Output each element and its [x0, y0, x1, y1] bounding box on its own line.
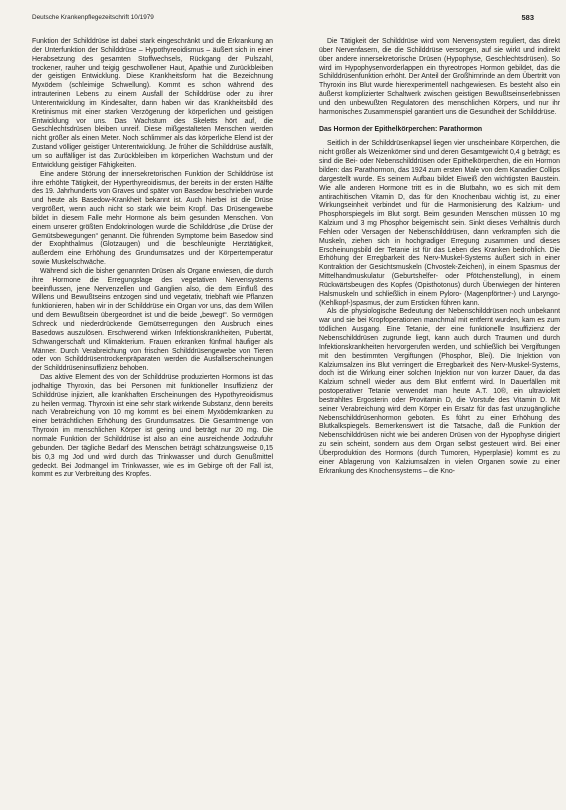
paragraph: Als die physiologische Bedeutung der Nebenschilddrüsen noch unbekannt war und sie bei Kropfoperationen manchmal mit entfernt wurden, kam es zum tödlichen Ausgang. Eine Tetanie, der eine funktionelle Insuffizienz der Nebenschilddrüsen zugrunde liegt, kann auch durch Traumen und durch Infektionskrankheiten hervorgerufen werden, und schließlich bei Vergiftungen mit den bestimmten Vergiftungen (Phosphor, Blei). Die Injektion von Kalziumsalzen ins Blut verringert die Erregbarkeit des Nerv-Muskel-Systems, doch ist die Wirkung einer solchen Injektion nur von kurzer Dauer, da das Kalzium schnell wieder aus dem Blut entfernt wird. In Dauerfällen mit postoperativer Tetanie verwendet man heute A.T. 10®, ein ultraviolett bestrahltes Ergosterin oder Provitamin D, die Vorstufe des Vitamin D. Mit seiner Verabreichung wird dem Körper ein Ersatz für das fast unzugängliche Nebenschilddrüsenhormon geboten. Es führt zu einer Erhöhung des Blutkalkspiegels. Bemerkenswert ist die Tatsache, daß die Funktion der Nebenschilddrüsen nicht wie bei anderen Drüsen von der Hypophyse dirigiert zu sein scheint, sondern aus dem Organ selbst gesteuert wird. Bei einer Überproduktion des Hormons (durch Tumoren, Hyperplasie) kommt es zu einer Ablagerung von Kalziumsalzen in vielen Organen sowie zu einer Erkrankung des Knochensystems – die Kno-: [319, 308, 560, 475]
right-column: [319, 38, 560, 477]
paragraph: Das aktive Element des von der Schilddrüse produzierten Hormons ist das jodhaltige Thyroxin, das bei Personen mit funktioneller Insuffizienz der Schilddrüse injiziert, alle krankhaften Erscheinungen des Hypothyreoidismus zu heilen vermag. Thyroxin ist eine sehr stark wirkende Substanz, denn bereits nach Verabreichung von 10 mg kommt es bei einem Myxödemkranken zu einer beträchtlichen Erhöhung des Grundumsatzes. Die Gesamtmenge von Thyroxin im menschlichen Körper ist gering und beträgt nur 20 mg. Die normale Funktion der Schilddrüse ist also an eine ausreichende Jodzufuhr gebunden. Der tägliche Bedarf des Menschen beträgt schätzungsweise 0,15 bis 0,3 mg Jod und wird durch das Trinkwasser und durch Genußmittel gedeckt. Bei Jodmangel im Trinkwasser, wie es im Gebirge oft der Fall ist, kommt es zur Verbreitung des Kropfes.: [32, 374, 273, 479]
paragraph: Eine andere Störung der innersekretorischen Funktion der Schilddrüse ist ihre erhöhte Tätigkeit, der Hyperthyreoidismus, der bereits in der ersten Hälfte des 19. Jahrhunderts von Graves und später von Basedow beschrieben wurde und heute als Basedow-Krankheit bekannt ist. Auch hierbei ist die Drüse vergrößert, wenn auch nicht so stark wie beim Kropf. Das Drüsengewebe bildet in diesem Falle mehr Hormone als beim gesunden Menschen. Von einem unserer größten Endokrinologen wurde die Schilddrüse „die Drüse der Gemütsbewegungen“ genannt. Die führenden Symptome beim Basedow sind der Exophthalmus (Glotzaugen) und die beschleunigte Herztätigkeit, außerdem eine Erhöhung des Grundumsatzes und der Körpertemperatur sowie Muskelschwäche.: [32, 170, 273, 267]
page-header: [32, 10, 534, 24]
paragraph: Die Tätigkeit der Schilddrüse wird vom Nervensystem reguliert, das direkt über Nervenfasern, die die Schilddrüse versorgen, auf sie wirkt und indirekt über andere innersekretorische Drüsen (Hypophyse, Geschlechtsdrüsen). So wird im Hypophysenvorderlappen ein thyreotropes Hormon gebildet, das die Schilddrüsenfunktion erhöht. Der Anteil der Großhirnrinde an dem Übertritt von Thyroxin ins Blut wurde hierexperimentell nachgewiesen. Es besteht also ein äußerst komplizierter Schaltwerk zwischen geistigen Bewußtseinserlebnissen und den unbewußten Regulatoren des menschlichen Körpers, und nur ihr harmonisches Zusammenspiel garantiert uns die Gesundheit der Schilddrüse.: [319, 38, 560, 116]
paragraph: Funktion der Schilddrüse ist dabei stark eingeschränkt und die Erkrankung an der Unterfunktion der Schilddrüse – Hypothyreoidismus – äußert sich in einer Herabsetzung des gesamten Stoffwechsels, Rückgang der Pulszahl, trockener, rauher und teigig geschwollener Haut, Apathie und Zurückbleiben der geistigen Entwicklung. Diese Krankheitsform hat die Bezeichnung Myxödem (schleimige Schwellung). Kommt es schon während des intrauterinen Lebens zu einem Ausfall der Schilddrüse oder zu ihrer Unterentwicklung im Kindesalter, dann haben wir das Krankheitsbild des Kretinismus mit einer starken Verzögerung der körperlichen und geistigen Entwicklung vor uns. Das Wachstum des Skeletts hört auf, die Geschlechtsdrüsen bleiben unreif. Diese mißgestalteten Menschen werden nicht größer als einen Meter. Noch schlimmer als das körperliche Elend ist der Zustand völliger geistiger Unterentwicklung. Je früher die Schilddrüse ausfällt, um so auffälliger ist das Zurückbleiben im körperlichen Wachstum und der Entwicklung geistiger Fähigkeiten.: [32, 38, 273, 169]
journal-title: Deutsche Krankenpflegezeitschrift 10/1979: [32, 13, 154, 21]
page-number: 583: [521, 12, 534, 22]
paragraph: Seitlich in der Schilddrüsenkapsel liegen vier unscheinbare Körperchen, die nicht größer als Weizenkörner sind und deren Gesamtgewicht 0,4 g beträgt; es sind die Bei- oder Nebenschilddrüsen oder Epithelkörperchen, die ein Hormon bilden: das Parathormon, das 1924 zum ersten Male von dem Kanadier Collips dargestellt wurde. Es seinem Aufbau bildet Eiweiß den wichtigsten Baustein. Wie alle anderen Hormone tritt es in die Blutbahn, wo es sich mit dem antirachitischen Vitamin D, das für den Knochenbau wichtig ist, zu einer Wirkungseinheit verbindet und für die Harmonisierung des Kalzium- und Phosphorspiegels im Blut sorgt. Beim gesunden Menschen müssen 10 mg Kalzium und 3 mg Phosphor beigemischt sein. Sinkt dieses Verhältnis durch Fehlen oder Versagen der Nebenschilddrüsen, dann verkrampfen sich die Muskeln, ziehen sich in hochgradiger Erregung zusammen und dieses Erscheinungsbild der Tetanie ist für das Leben des Kranken bedrohlich. Die Erhöhung der Erregbarkeit des Nerv-Muskel-Systems äußert sich in einer Kontraktion der Gesichtsmuskeln (Chvostek-Zeichen), in einem Spasmus der Mittelhandmuskulatur (Geburtshelfer- oder Pfötchenstellung), in einem Rückwärtsbeugen des Kopfes (Opisthotonus) durch Überwiegen der hinteren Halsmuskeln und schließlich in einem Pyloro- (Magenpförtner-) und Laryngo- (Kehlkopf-)spasmus, der zum Ersticken führen kann.: [319, 140, 560, 307]
paragraph: Während sich die bisher genannten Drüsen als Organe erwiesen, die durch ihre Hormone die Erregungslage des vegetativen Nervensystems beeinflussen, jene Nervenzellen und Ganglien also, die dem Einfluß des Willens und Bewußtseins entzogen sind und vegetativ, triebhaft wie Pflanzen funktionieren, haben wir in der Schilddrüse ein Organ vor uns, das dem Willen und dem Bewußtsein übergeordnet ist und die beide „bewegt“. So vermögen Schreck und niederdrückende Gemütserregungen den Ausbruch eines Basedows auszulösen. Erschwerend wirken Infektionskrankheiten, Pubertät, Schwangerschaft und Klimakterium. Frauen erkranken fünfmal häufiger als Männer. Durch Verabreichung von frischen Schilddrüsengewebe von Tieren oder von Schilddrüsentrockenpräparaten werden die Ausfallserscheinungen der Schilddrüseninsuffizienz behoben.: [32, 267, 273, 373]
left-column: [32, 38, 273, 480]
section-heading: Das Hormon der Epithelkörperchen: Parathormon: [319, 125, 483, 133]
